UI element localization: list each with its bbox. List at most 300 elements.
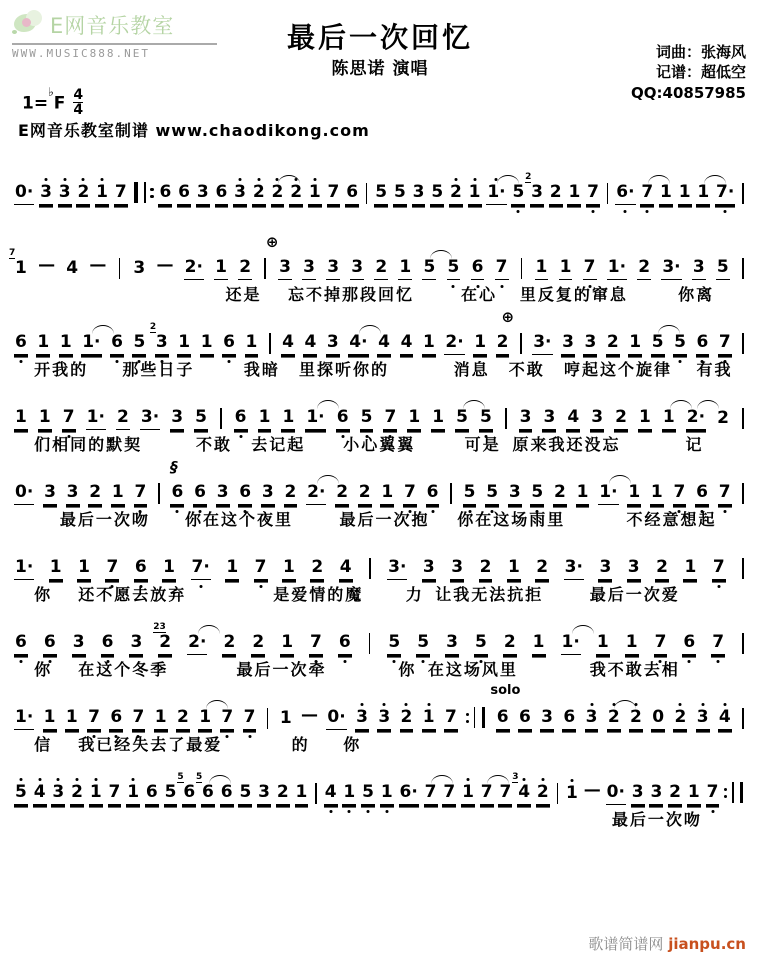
- note: 1: [683, 559, 697, 580]
- octave-dot-above: [383, 703, 386, 706]
- note: 1·: [14, 559, 34, 580]
- note: 7·: [191, 559, 211, 580]
- note: 7: [87, 709, 101, 730]
- note: 3: [58, 184, 72, 205]
- grace-note: 3: [512, 772, 519, 782]
- note: 1: [43, 709, 57, 730]
- duration-dash: —: [38, 255, 56, 275]
- note: 2·: [187, 634, 207, 655]
- note: 3: [39, 184, 53, 205]
- note: 1: [342, 784, 356, 805]
- note: 3·: [387, 559, 407, 580]
- note: 2: [271, 184, 285, 205]
- octave-dot-above: [723, 703, 726, 706]
- note: 7: [254, 559, 268, 580]
- barline: [742, 483, 744, 504]
- note: 1: [627, 484, 641, 505]
- note: 1: [281, 409, 295, 430]
- octave-dot-above: [19, 778, 22, 781]
- note: 1·: [305, 409, 325, 430]
- note: 5: [463, 484, 477, 505]
- note: 4: [400, 334, 414, 355]
- credit-composer: 词曲：张海风: [655, 43, 746, 61]
- note: 5: [511, 184, 525, 205]
- score-line: [12, 608, 748, 680]
- note: 1: [36, 334, 50, 355]
- coda-mark: ⊕: [265, 233, 279, 251]
- note: 7: [132, 709, 146, 730]
- note: 1: [77, 559, 91, 580]
- lyrics-row: [12, 805, 748, 830]
- octave-dot-above: [701, 703, 704, 706]
- note: 6: [177, 184, 191, 205]
- tie-arc: [572, 625, 594, 634]
- lyrics-row: [12, 505, 748, 530]
- note: 4: [339, 559, 353, 580]
- note: 3: [450, 559, 464, 580]
- score-body: [9, 158, 748, 830]
- note: 2·: [184, 259, 204, 280]
- note: 3: [355, 709, 369, 730]
- note: 1·: [561, 634, 581, 655]
- octave-dot-above: [57, 778, 60, 781]
- note: 3: [649, 784, 663, 805]
- note: 5: [361, 784, 375, 805]
- note: 6: [158, 184, 172, 205]
- marks-row: [12, 158, 748, 173]
- note: 7: [327, 184, 341, 205]
- sheet-header: [12, 6, 748, 154]
- note: 7: [706, 784, 720, 805]
- octave-dot-above: [239, 178, 242, 181]
- note: 1: [431, 409, 445, 430]
- note: 5: [416, 634, 430, 655]
- note: 0: [651, 709, 665, 730]
- octave-dot-above: [590, 703, 593, 706]
- lyric-text: 开我的: [34, 360, 89, 379]
- note: 7: [105, 559, 119, 580]
- note: 5: [651, 334, 665, 355]
- note: 2: [310, 559, 324, 580]
- note: 2: [496, 334, 510, 355]
- note: 1: [422, 334, 436, 355]
- note: 3·: [564, 559, 584, 580]
- note: 2: [717, 408, 729, 428]
- octave-dot-above: [63, 178, 66, 181]
- note: 3: [412, 184, 426, 205]
- score-line: [12, 758, 748, 830]
- marks-row: [12, 758, 748, 773]
- note: 7: [108, 784, 122, 805]
- lyric-text: 在这场风里: [427, 660, 518, 679]
- footer-site-url: jianpu.cn: [668, 935, 746, 953]
- note: 2: [88, 484, 102, 505]
- note: 1: [65, 709, 79, 730]
- repeat-dots: [150, 188, 153, 198]
- score-line: [12, 308, 748, 380]
- note: 5: [374, 184, 388, 205]
- lyric-text: 让我无法抗拒: [435, 585, 544, 604]
- note: 2: [673, 709, 687, 730]
- note: 5: [455, 409, 469, 430]
- note: 2: [335, 484, 349, 505]
- note: 7: [442, 784, 456, 805]
- credits-block: [631, 42, 746, 103]
- note: 2: [70, 784, 84, 805]
- score-line: [12, 383, 748, 455]
- note: 1: [662, 409, 676, 430]
- note: 1: [111, 484, 125, 505]
- watermark-footer: [588, 933, 746, 954]
- lyric-text: 不敢: [508, 360, 545, 379]
- note: 1: [678, 184, 692, 205]
- lyrics-row: [12, 280, 748, 305]
- barline: [607, 183, 609, 204]
- barline: [742, 408, 744, 429]
- note: 7: [654, 634, 668, 655]
- note: 6: [215, 184, 229, 205]
- note: 2: [252, 184, 266, 205]
- solo-mark: solo: [490, 683, 521, 698]
- octave-dot-above: [101, 178, 104, 181]
- lyric-text: 我已经失去了最爱: [78, 735, 223, 754]
- note: 5: [673, 334, 687, 355]
- note: 3: [170, 409, 184, 430]
- grace-note: 5: [177, 772, 184, 782]
- note: 3: [326, 259, 340, 280]
- note: 7: [718, 484, 732, 505]
- barline: [366, 183, 368, 204]
- note: 5: [238, 784, 252, 805]
- score-line: [12, 683, 748, 755]
- score-line: [12, 533, 748, 605]
- note: 0·: [326, 709, 346, 730]
- note: 2: [536, 784, 550, 805]
- octave-dot-above: [38, 778, 41, 781]
- note: 5: [530, 484, 544, 505]
- note: 6: [220, 784, 234, 805]
- note: 5: [14, 784, 28, 805]
- note: 2: [549, 184, 563, 205]
- note: 6·: [399, 784, 419, 805]
- notes-row: [12, 473, 748, 505]
- marks-row: [12, 233, 748, 251]
- note: 6 5: [182, 784, 196, 805]
- note: 7: [309, 634, 323, 655]
- note: 3: [261, 484, 275, 505]
- barline: [220, 408, 222, 429]
- note: 7: [718, 334, 732, 355]
- note: 1·: [86, 409, 106, 430]
- lyric-text: 最后一次抱: [339, 510, 430, 529]
- note: 6: [471, 259, 485, 280]
- note: 0·: [606, 784, 626, 805]
- note: 5: [479, 409, 493, 430]
- note: 5: [447, 259, 461, 280]
- octave-dot-above: [257, 178, 260, 181]
- lyric-text: 最后一次爱: [589, 585, 680, 604]
- note: 3: [519, 409, 533, 430]
- score-line: [12, 458, 748, 530]
- note: 1: [559, 259, 573, 280]
- barline: [505, 408, 507, 429]
- barline: [557, 783, 559, 804]
- segno-mark: §: [170, 458, 178, 476]
- notes-row: [9, 248, 748, 280]
- lyrics-row: [12, 205, 748, 230]
- note: 2: [668, 784, 682, 805]
- credit-qq: QQ:40857985: [631, 83, 746, 102]
- octave-dot-above: [467, 778, 470, 781]
- note: 3: [216, 484, 230, 505]
- note: 7: [424, 784, 438, 805]
- note: 1 7: [9, 248, 27, 278]
- key-signature: 1=♭F 4 4: [22, 85, 84, 118]
- note: 2: [479, 559, 493, 580]
- barline: [742, 333, 744, 354]
- note: 7: [243, 709, 257, 730]
- note: 6: [14, 334, 28, 355]
- grace-note: 5: [196, 772, 203, 782]
- note: 6: [345, 184, 359, 205]
- lyric-text: 不经意想起: [626, 510, 717, 529]
- note: 1·: [607, 259, 627, 280]
- lyric-text: 最后一次吻: [59, 510, 150, 529]
- note: 2: [606, 334, 620, 355]
- lyric-text: 在心: [460, 285, 497, 304]
- tie-arc: [198, 625, 220, 634]
- lyric-text: 去记起: [251, 435, 306, 454]
- note: 2: [553, 484, 567, 505]
- barline: [315, 783, 317, 804]
- note: 1: [89, 784, 103, 805]
- lyric-text: 原来我还没忘: [512, 435, 621, 454]
- note: 2: [535, 559, 549, 580]
- note: 7: [673, 484, 687, 505]
- marks-row: [12, 683, 748, 698]
- lyric-text: 在这个冬季: [78, 660, 169, 679]
- note: 3: [377, 709, 391, 730]
- note: 3: [278, 259, 292, 280]
- note: 2: [374, 259, 388, 280]
- tie-arc: [697, 400, 719, 409]
- footer-site-name: 歌谱简谱网: [588, 935, 664, 953]
- lyric-text: 你: [398, 660, 417, 679]
- duration-dash: —: [301, 705, 319, 725]
- note: 3: [561, 334, 575, 355]
- note: 2: [614, 409, 628, 430]
- octave-dot-above: [570, 779, 573, 782]
- note: 6: [110, 334, 124, 355]
- note: 6: [145, 784, 159, 805]
- note: 3·: [532, 334, 552, 355]
- lyric-text: 还不愿去放弃: [78, 585, 187, 604]
- note: 3: [51, 784, 65, 805]
- lyric-text: 你: [34, 585, 53, 604]
- brand-text: E网音乐教室: [50, 14, 175, 38]
- note: 1: [473, 334, 487, 355]
- lyrics-row: [12, 355, 748, 380]
- notes-row: [12, 323, 748, 355]
- note: 3: [598, 559, 612, 580]
- lyric-text: 我暗: [243, 360, 280, 379]
- note: 3: [590, 409, 604, 430]
- note: 7: [712, 559, 726, 580]
- note: 6: [101, 634, 115, 655]
- note: 5: [360, 409, 374, 430]
- note: 3: [585, 709, 599, 730]
- note: 7: [383, 409, 397, 430]
- note: 1: [49, 559, 63, 580]
- barline: [158, 483, 160, 504]
- note: 3: [508, 484, 522, 505]
- note: 3: [129, 634, 143, 655]
- note: 1: [461, 784, 475, 805]
- note: 3 2: [155, 334, 169, 355]
- note: 5: [430, 184, 444, 205]
- note: 1·: [598, 484, 618, 505]
- note: 3: [627, 559, 641, 580]
- note: 6: [14, 634, 28, 655]
- note: 3: [692, 259, 706, 280]
- barline: [267, 708, 269, 729]
- notes-row: [12, 548, 748, 580]
- begin-repeat-barline: [132, 182, 153, 204]
- note: 1: [422, 709, 436, 730]
- lyric-text: 小心翼翼: [343, 435, 416, 454]
- note: 7: [62, 409, 76, 430]
- barline: [742, 708, 744, 729]
- notes-row: [12, 398, 748, 430]
- lyric-text: 忘不掉那段回忆: [288, 285, 415, 304]
- lyric-text: 你: [343, 735, 362, 754]
- note: 1: [380, 484, 394, 505]
- octave-dot-above: [473, 178, 476, 181]
- note: 0·: [14, 184, 34, 205]
- note: 6: [238, 484, 252, 505]
- lyrics-row: [12, 430, 748, 455]
- note: 1: [638, 409, 652, 430]
- brand-site-url: WWW.MUSIC888.NET: [12, 47, 150, 60]
- note: 3: [696, 709, 710, 730]
- lyric-text: 们相同的默契: [34, 435, 143, 454]
- lyric-text: 的: [291, 735, 310, 754]
- note: 2: [655, 559, 669, 580]
- lyric-text: 力: [405, 585, 424, 604]
- note: 1: [225, 559, 239, 580]
- note: 5: [716, 259, 730, 280]
- barline: [521, 258, 523, 279]
- note: 6: [170, 484, 184, 505]
- note: 5: [393, 184, 407, 205]
- note: 4: [324, 784, 338, 805]
- note: 1: [38, 409, 52, 430]
- note: 1: [154, 709, 168, 730]
- tie-arc: [317, 400, 339, 409]
- grace-note: 23: [153, 622, 166, 632]
- note: 1: [295, 784, 309, 805]
- lyric-text: 你在这场雨里: [457, 510, 566, 529]
- note: 3: [257, 784, 271, 805]
- note: 1: [535, 259, 549, 280]
- grace-note: 7: [9, 248, 16, 258]
- note: 7: [403, 484, 417, 505]
- note: 7·: [715, 184, 735, 205]
- octave-dot-above: [634, 703, 637, 706]
- note: 1: [407, 409, 421, 430]
- note: 5: [422, 259, 436, 280]
- note: 6: [336, 409, 350, 430]
- note: 1: [576, 484, 590, 505]
- note: 2: [276, 784, 290, 805]
- note: 1: [687, 784, 701, 805]
- note: 2: [116, 409, 130, 430]
- note: 5: [485, 484, 499, 505]
- note: 4: [66, 258, 79, 278]
- octave-dot-above: [427, 703, 430, 706]
- note: 4 3: [517, 784, 531, 805]
- note: 6: [682, 634, 696, 655]
- time-signature: 4 4: [73, 87, 84, 118]
- barline: [369, 633, 371, 654]
- note: 1: [258, 409, 272, 430]
- note: 1: [380, 784, 394, 805]
- barline: [450, 483, 452, 504]
- barline: [264, 258, 266, 279]
- end-repeat-barline: [724, 782, 745, 804]
- note: 3: [196, 184, 210, 205]
- note: 1: [659, 184, 673, 205]
- note: 6: [222, 334, 236, 355]
- flat-sign: ♭: [48, 85, 54, 100]
- note: 2: [629, 709, 643, 730]
- note: 6: [695, 484, 709, 505]
- lyric-text: 你离: [678, 285, 715, 304]
- barline: [520, 333, 522, 354]
- barline: [742, 258, 744, 279]
- note: 7: [640, 184, 654, 205]
- note: 1: [567, 184, 581, 205]
- note: 1: [468, 184, 482, 205]
- marks-row: [12, 308, 748, 326]
- note: 7: [495, 259, 509, 280]
- octave-dot-above: [295, 178, 298, 181]
- note: 2: [358, 484, 372, 505]
- note: 3·: [661, 259, 681, 280]
- note: 2: [176, 709, 190, 730]
- lyric-text: 还是: [225, 285, 262, 304]
- note: 4: [281, 334, 295, 355]
- duration-dash: —: [156, 255, 174, 275]
- lyric-text: 里探听你的: [299, 360, 390, 379]
- note: 2·: [686, 409, 706, 430]
- song-title: 最后一次回忆: [286, 21, 473, 54]
- note: 2: [289, 184, 303, 205]
- note: 4: [377, 334, 391, 355]
- note: 5: [194, 409, 208, 430]
- note: 6: [193, 484, 207, 505]
- note: 2: [284, 484, 298, 505]
- note: 0·: [14, 484, 34, 505]
- repeat-dots: [724, 788, 727, 798]
- note: 1: [696, 184, 710, 205]
- note: 3: [540, 709, 554, 730]
- note: 1: [14, 409, 28, 430]
- lyric-text: 最后一次牵: [236, 660, 327, 679]
- note: 1: [650, 484, 664, 505]
- octave-dot-above: [523, 778, 526, 781]
- lyric-text: 哼起这个旋律: [564, 360, 673, 379]
